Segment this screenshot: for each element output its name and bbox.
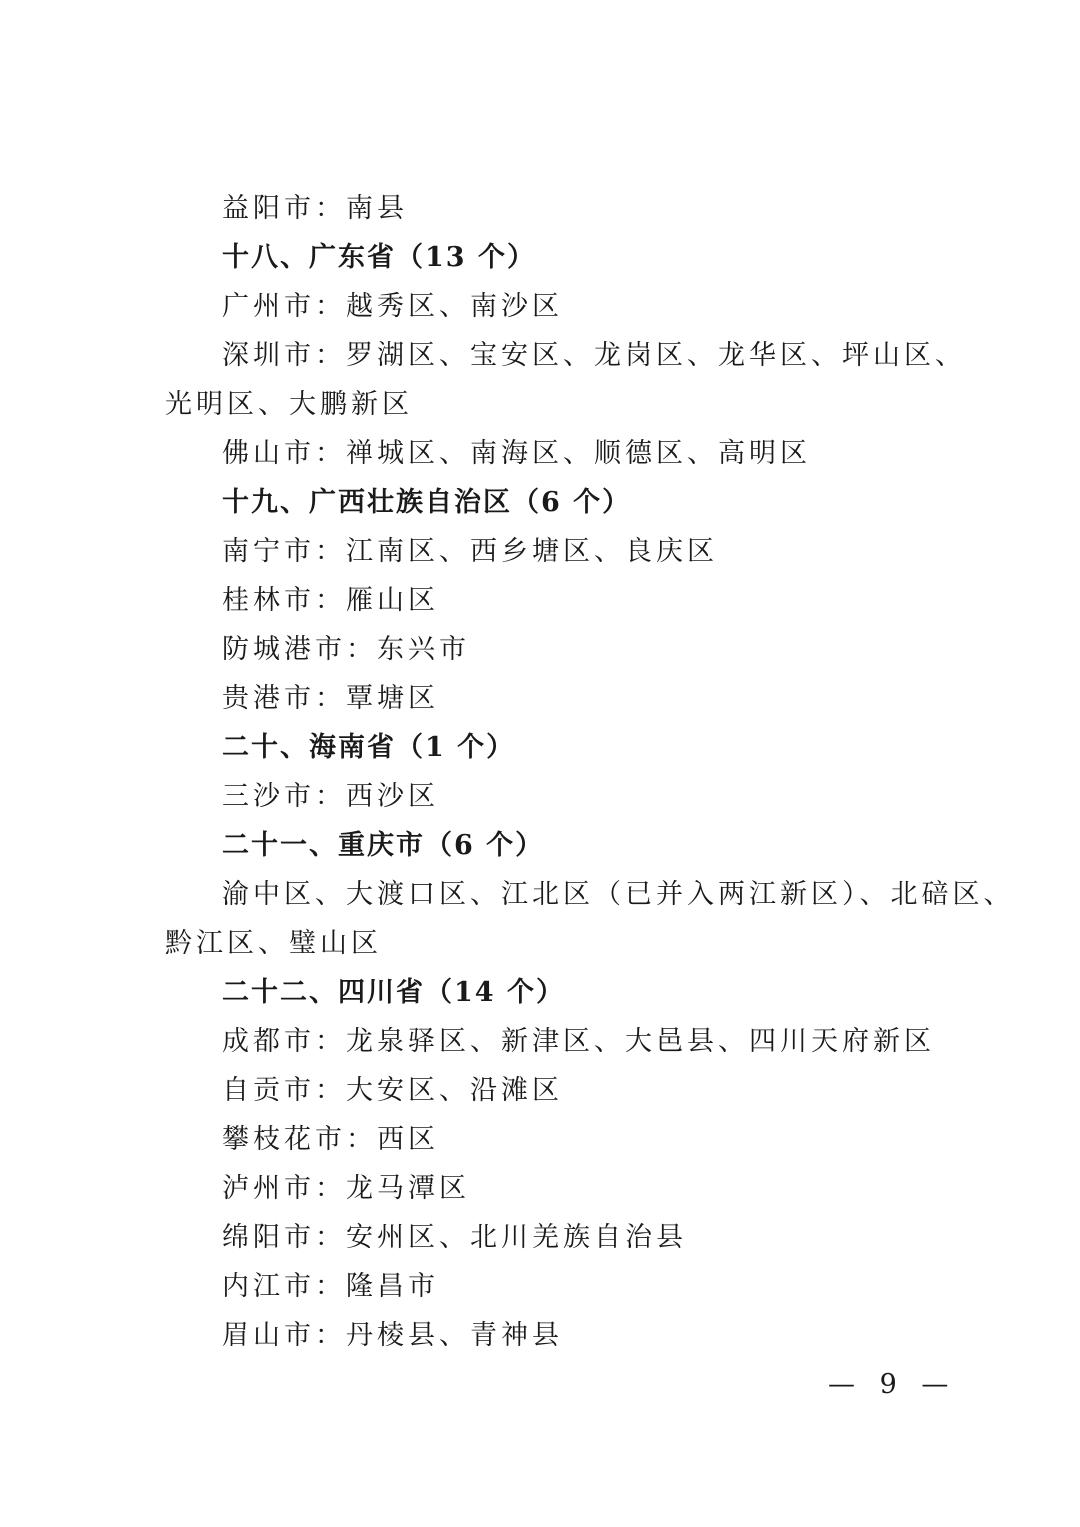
list-item: 防城港市：东兴市 <box>222 634 470 665</box>
section-heading: 十九、广西壮族自治区（6 个） <box>222 487 632 518</box>
list-item: 贵港市：覃塘区 <box>222 683 439 714</box>
list-item: 成都市：龙泉驿区、新津区、大邑县、四川天府新区 <box>222 1026 935 1057</box>
list-item: 佛山市：禅城区、南海区、顺德区、高明区 <box>222 438 811 469</box>
list-item: 内江市：隆昌市 <box>222 1271 439 1302</box>
list-item: 自贡市：大安区、沿滩区 <box>222 1075 563 1106</box>
list-item: 绵阳市：安州区、北川羌族自治县 <box>222 1222 687 1253</box>
document-body <box>0 184 1080 1360</box>
page-number: — 9 — <box>828 1369 957 1400</box>
list-item-continuation: 光明区、大鹏新区 <box>165 389 413 420</box>
list-item: 深圳市：罗湖区、宝安区、龙岗区、龙华区、坪山区、 <box>222 340 966 371</box>
list-item: 益阳市：南县 <box>222 193 408 224</box>
section-heading: 二十、海南省（1 个） <box>222 732 516 763</box>
list-item: 南宁市：江南区、西乡塘区、良庆区 <box>222 536 718 567</box>
list-item: 广州市：越秀区、南沙区 <box>222 291 563 322</box>
list-item: 泸州市：龙马潭区 <box>222 1173 470 1204</box>
list-item: 桂林市：雁山区 <box>222 585 439 616</box>
list-item-continuation: 黔江区、璧山区 <box>165 928 382 959</box>
section-heading: 二十二、四川省（14 个） <box>222 977 565 1008</box>
list-item: 眉山市：丹棱县、青神县 <box>222 1320 563 1351</box>
list-item: 三沙市：西沙区 <box>222 781 439 812</box>
section-heading: 二十一、重庆市（6 个） <box>222 830 545 861</box>
list-item: 渝中区、大渡口区、江北区（已并入两江新区）、北碚区、 <box>222 879 1015 910</box>
list-item: 攀枝花市：西区 <box>222 1124 439 1155</box>
section-heading: 十八、广东省（13 个） <box>222 242 536 273</box>
